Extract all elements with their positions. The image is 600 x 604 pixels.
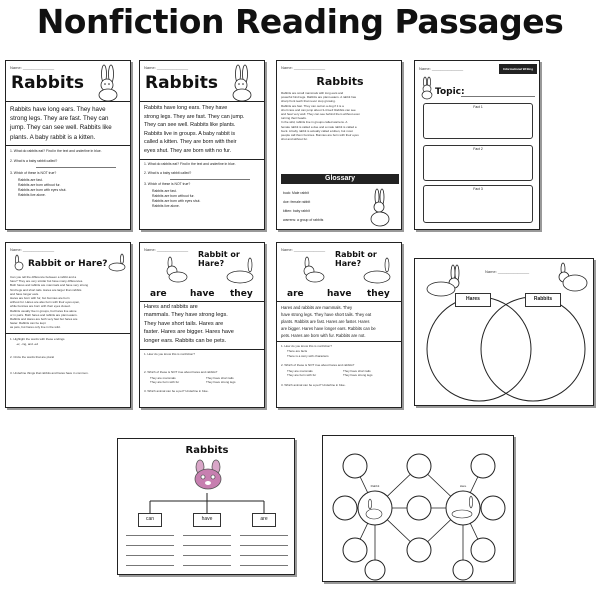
fact-label: Fact 1 (473, 105, 483, 109)
question-1: 1. What do rabbits eat? Find in the text and underline in blue. (144, 162, 236, 166)
bubble (343, 538, 367, 562)
question-2: 2. Which of these is NOT true about hares and rabbits? (281, 363, 355, 367)
bubble (407, 496, 431, 520)
rabbit-center-bubble (358, 491, 392, 525)
question-2: 2. What is a baby rabbit called? (144, 171, 192, 175)
question-1: 1. How do you know this is nonfiction? (281, 344, 332, 348)
center-label-hare: Hare (459, 484, 467, 488)
name-label: Name: ______________ (10, 65, 55, 70)
bubble (407, 538, 431, 562)
page-title: Nonfiction Reading Passages (36, 2, 564, 41)
sight-word: are (287, 289, 304, 299)
bubble (471, 454, 495, 478)
question-3: 3. Which of these is NOT true? (10, 171, 57, 175)
worksheet-title: Rabbit or Hare? (198, 250, 240, 268)
sight-word: they (230, 289, 253, 299)
question-3: 3. Which animal can be a pet? Underline in blue. (144, 389, 209, 393)
fact-label: Fact 2 (473, 147, 483, 151)
fact-label: Fact 3 (473, 187, 483, 191)
question-2: 2. Which of these is NOT true about hares and rabbits? (144, 370, 218, 374)
name-label: Name: ______________ (281, 247, 326, 252)
worksheet-title: Rabbits (145, 73, 218, 93)
bubble (365, 560, 385, 580)
name-label: Name: ______________ (419, 66, 464, 71)
worksheet-rabbits-level-2 (139, 60, 265, 230)
worksheet-rabbits-level-3 (276, 60, 402, 230)
worksheet-topic-facts (414, 60, 540, 230)
passage-text: Hares and rabbits are mammals. They have strong legs. They have short tails. Hares are faster. Hares are bigger. Hares have longer ears. Rabbits can be pets. (144, 304, 234, 344)
venn-diagram-worksheet (414, 258, 594, 406)
passage-text: Hares and rabbits are mammals. They have strong legs. They have short tails. They eat plants. Rabbits are fast. Hares are faster. Hares are bigger. Hares have longer ears. Rabbits can be pets. Hares are born with fur. Rabbits are not. (281, 305, 376, 338)
hare-center-bubble (446, 491, 480, 525)
worksheet-title: Rabbit or Hare? (28, 259, 108, 269)
question-2: 2. Circle the words that are plural (10, 355, 55, 359)
answer-options: They are mammals They are born with fur (287, 369, 317, 378)
question-1-detail: -er, -ing, and -ed (16, 342, 39, 346)
worksheet-rabbit-or-hare-level-1 (139, 242, 265, 408)
topic-label: Topic: (435, 87, 465, 97)
bubble (333, 496, 357, 520)
venn-right-label: Rabbits (533, 296, 553, 302)
answer-option: There is a story with characters (287, 354, 329, 358)
can-have-are-chart (117, 438, 295, 575)
question-1: 1. What do rabbits eat? Find in the text and underline in blue. (10, 149, 102, 153)
name-label: Name: ______________ (144, 247, 189, 252)
word-label: are (260, 516, 268, 522)
question-1: 1. How do you know this is nonfiction? (144, 352, 195, 356)
answer-option: There are facts (287, 349, 308, 353)
center-label-rabbit: Rabbit (370, 484, 380, 488)
chart-title: Rabbits (185, 445, 229, 456)
answer-options: Rabbits are fast. Rabbits are born without fur. Rabbits are born with eyes shut. Rabbits live alone. (152, 189, 201, 208)
worksheet-title: Rabbit or Hare? (335, 250, 377, 268)
rabbit-illustration-icon (365, 189, 395, 227)
writing-badge: Informational Writing (499, 64, 537, 74)
answer-options: They are mammals They are born with fur (150, 376, 180, 385)
venn-diagram (415, 259, 594, 406)
worksheet-rabbit-or-hare-level-3 (5, 242, 131, 408)
bubble (407, 454, 431, 478)
answer-options: They have short tails They have strong legs (343, 369, 373, 378)
passage-text: Rabbits have long ears. They have strong legs. They are fast. They can jump. They can see well. Rabbits like plants. Rabbits live in groups. A baby rabbit is called a kitten. They are born with their eyes shut. They are born with no fur. (144, 105, 245, 154)
question-3: 3. Underline things that rabbits and hares have in common. (10, 371, 89, 375)
glossary-header: Glossary (281, 174, 399, 184)
rabbit-illustration-icon (160, 257, 190, 283)
sight-word: have (327, 289, 352, 299)
question-1: 1. Highlight the words with these endings (10, 337, 65, 341)
rabbit-illustration-icon (88, 65, 128, 101)
sight-word: have (190, 289, 215, 299)
hare-illustration-icon (361, 259, 395, 285)
bubble (453, 560, 473, 580)
bubble (343, 454, 367, 478)
passage-text: Rabbits have long ears. They have strong legs. They are fast. They can jump. They can see well. Rabbits like plants. A baby rabbit is a kitten. (10, 106, 112, 141)
name-label: Name: ______________ (144, 65, 189, 70)
answer-options: They have short tails They have strong legs (206, 376, 236, 385)
sight-word: are (150, 289, 167, 299)
hare-illustration-icon (108, 255, 128, 273)
double-bubble-map (322, 435, 514, 582)
venn-right-circle (481, 297, 585, 401)
word-label: can (145, 516, 155, 522)
glossary-list: buck: Male rabbit doe: female rabbit kitten: baby rabbit warrens: a group of rabbits (283, 191, 324, 222)
venn-left-label: Hares (466, 296, 480, 302)
word-label: have (201, 516, 213, 522)
worksheet-title: Rabbits (11, 73, 84, 93)
question-2: 2. What is a baby rabbit called? (10, 159, 58, 163)
hare-illustration-icon (224, 259, 258, 285)
question-3: 3. Which of these is NOT true? (144, 182, 191, 186)
rabbit-illustration-icon (10, 255, 28, 273)
name-label: Name: ______________ (10, 247, 55, 252)
worksheet-rabbits-level-1 (5, 60, 131, 230)
rabbit-illustration-icon (297, 257, 327, 283)
passage-text: Rabbits are small mammals with long ears and powerful hind legs. Rabbits are plant eaters. A rabbit has sharp front teeth that never stop growing. Rabbits are fast. They can outrun a dog if it is a short race and can jump about 3-4 feet! Rabbits can see and hear very well. They can see behind them without even turning their heads. In the wild, rabbits live in groups called warrens. A female rabbit is called a doe and a male rabbit is called a buck. A baby rabbit is actually called a kitten, but most people call them bunnies. Bunnies are born with their eyes shut and without fur. (281, 91, 360, 142)
answer-options: Rabbits are fast. Rabbits are born without fur. Rabbits are born with eyes shut. Rabbits live alone. (18, 178, 67, 197)
double-bubble-diagram (323, 436, 514, 582)
rabbit-illustration-icon (419, 77, 435, 99)
worksheet-rabbit-or-hare-level-2 (276, 242, 402, 408)
bubble (471, 538, 495, 562)
bubble (481, 496, 505, 520)
sight-word: they (367, 289, 390, 299)
rabbit-illustration-icon (222, 65, 262, 101)
question-3: 3. Which animal can be a pet? Underline in blue. (281, 383, 346, 387)
passage-text: Can you tell the difference between a rabbit and a hare? They are very similar but have many differences. Both hares and rabbits are mammals and have very strong hind legs and short tails. Hares are larger than rabbits and have longer ears. Hares are born with fur, but bunnies are born without fur. Hares are also born with their eyes open, while bunnies are born with their eyes closed. Rabbits usually live in groups, but hares live alone or in pairs. Both hares and rabbits are plant eaters. Rabbits and Hares are both very fast but hares are faster. Rabbits can be kept as pets, but hares only live in the wild. (10, 275, 89, 330)
name-label: Name: ______________ (281, 65, 326, 70)
worksheet-title: Rabbits (316, 75, 364, 88)
venn-left-circle (427, 297, 531, 401)
name-label: Name: ______________ (485, 269, 530, 274)
